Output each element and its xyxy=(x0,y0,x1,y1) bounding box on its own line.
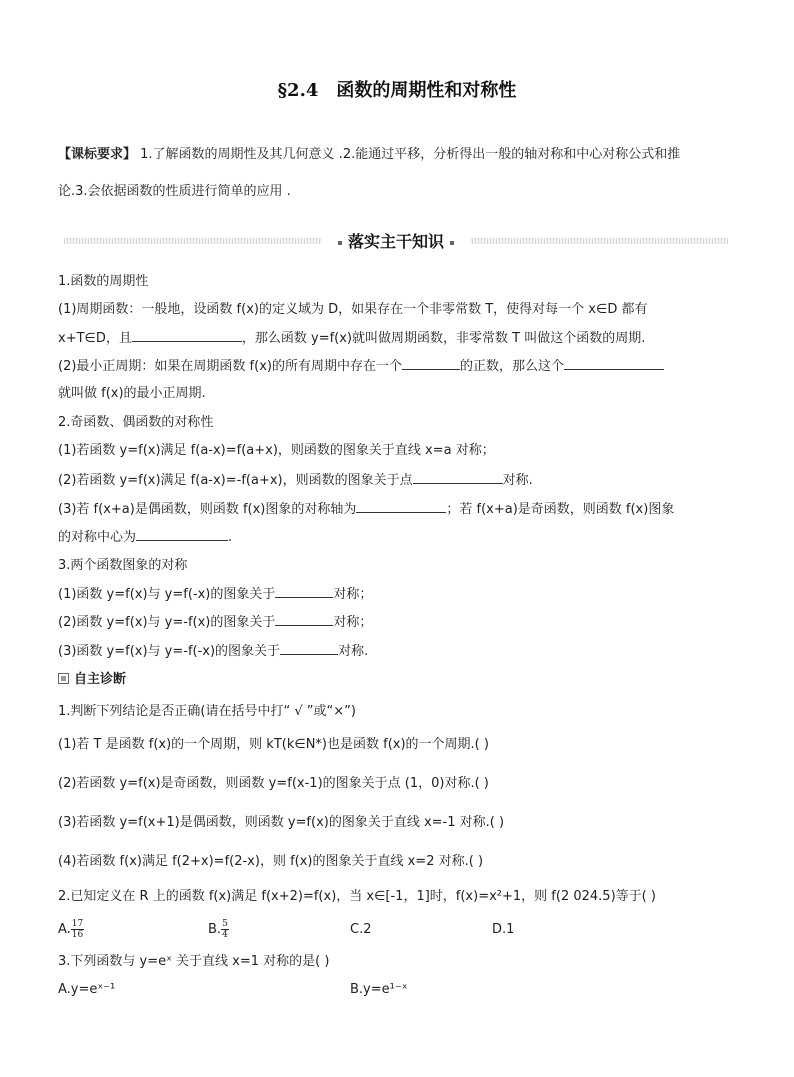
option-c[interactable]: C.2 xyxy=(350,922,372,937)
option-b[interactable]: B. $\frac{5}{4}$ xyxy=(208,919,228,940)
option-a[interactable]: A. $\frac{17}{16}$ xyxy=(58,919,84,940)
heading-periodicity: 1.函数的周期性 xyxy=(58,274,149,289)
symmetry-item-1: (1)若函数 y=f(x)满足 f(a-x)=f(a+x)，则函数的图象关于直线 x=a 对称； xyxy=(58,443,495,458)
judge-question: 1.判断下列结论是否正确(请在括号中打“ √ ”或“×”) xyxy=(58,704,356,719)
fill-blank[interactable] xyxy=(275,584,333,598)
fill-blank[interactable] xyxy=(275,612,333,626)
symmetry-item-3-line-2: 的对称中心为 . xyxy=(58,527,232,548)
min-period-line-1: (2)最小正周期：如果在周期函数 f(x)的所有周期中存在一个 的正数，那么这个 xyxy=(58,356,664,377)
option-b[interactable]: B.y=e¹⁻ˣ xyxy=(350,982,408,997)
fill-blank[interactable] xyxy=(356,499,446,513)
graph-symmetry-3: (3)函数 y=f(x)与 y=-f(-x)的图象关于 对称. xyxy=(58,641,368,662)
graph-symmetry-1: (1)函数 y=f(x)与 y=f(-x)的图象关于 对称； xyxy=(58,584,372,605)
option-d[interactable]: D.1 xyxy=(492,922,515,937)
graph-symmetry-2: (2)函数 y=f(x)与 y=-f(x)的图象关于 对称； xyxy=(58,612,372,633)
periodic-def-line-1: (1)周期函数：一般地，设函数 f(x)的定义域为 D，如果存在一个非零常数 T，使得对每一个 x∈D 都有 xyxy=(58,302,648,317)
option-a[interactable]: A.y=eˣ⁻¹ xyxy=(58,982,116,997)
heading-odd-even-symmetry: 2.奇函数、偶函数的对称性 xyxy=(58,415,214,430)
fill-blank[interactable] xyxy=(132,328,242,342)
fill-blank[interactable] xyxy=(402,356,460,370)
min-period-line-2: 就叫做 f(x)的最小正周期. xyxy=(58,386,206,401)
question-3: 3.下列函数与 y=eˣ 关于直线 x=1 对称的是( ) xyxy=(58,954,330,969)
periodic-def-line-2: x+T∈D，且 ，那么函数 y=f(x)就叫做周期函数，非零常数 T 叫做这个函数的周期. xyxy=(58,328,645,349)
self-diagnosis-heading: 自主诊断 xyxy=(58,668,126,687)
judge-item-1: (1)若 T 是函数 f(x)的一个周期，则 kT(k∈N*)也是函数 f(x)的一个周期.( ) xyxy=(58,737,489,752)
heading-two-graphs: 3.两个函数图象的对称 xyxy=(58,558,188,573)
requirements-tag: 【课标要求】 xyxy=(58,147,137,162)
symmetry-item-3-line-1: (3)若 f(x+a)是偶函数，则函数 f(x)图象的对称轴为 ；若 f(x+a)是奇函数，则函数 f(x)图象 xyxy=(58,499,674,520)
question-2: 2.已知定义在 R 上的函数 f(x)满足 f(x+2)=f(x)，当 x∈[-1，1]时，f(x)=x²+1，则 f(2 024.5)等于( ) xyxy=(58,889,656,904)
fraction: $\frac{5}{4}$ xyxy=(222,919,228,940)
judge-item-4: (4)若函数 f(x)满足 f(2+x)=f(2-x)，则 f(x)的图象关于直线 x=2 对称.( ) xyxy=(58,854,484,869)
symmetry-item-2: (2)若函数 y=f(x)满足 f(a-x)=-f(a+x)，则函数的图象关于点 对称. xyxy=(58,470,533,491)
fill-blank[interactable] xyxy=(413,470,503,484)
banner-label: 落实主干知识 xyxy=(322,229,470,252)
requirements-line-2: 论.3.会依据函数的性质进行简单的应用 . xyxy=(58,184,291,199)
section-marker-icon xyxy=(58,673,69,684)
page-title: §2.4 函数的周期性和对称性 xyxy=(277,80,517,101)
fraction: $\frac{17}{16}$ xyxy=(71,919,84,940)
fill-blank[interactable] xyxy=(136,527,228,541)
fill-blank[interactable] xyxy=(564,356,664,370)
judge-item-3: (3)若函数 y=f(x+1)是偶函数，则函数 y=f(x)的图象关于直线 x=-1 对称.( ) xyxy=(58,815,505,830)
section-banner xyxy=(64,229,728,255)
judge-item-2: (2)若函数 y=f(x)是奇函数，则函数 y=f(x-1)的图象关于点 (1，0)对称.( ) xyxy=(58,776,489,791)
requirements-line-1: 【课标要求】 1.了解函数的周期性及其几何意义 .2.能通过平移，分析得出一般的轴对称和中心对称公式和推 xyxy=(58,147,681,162)
fill-blank[interactable] xyxy=(280,641,338,655)
